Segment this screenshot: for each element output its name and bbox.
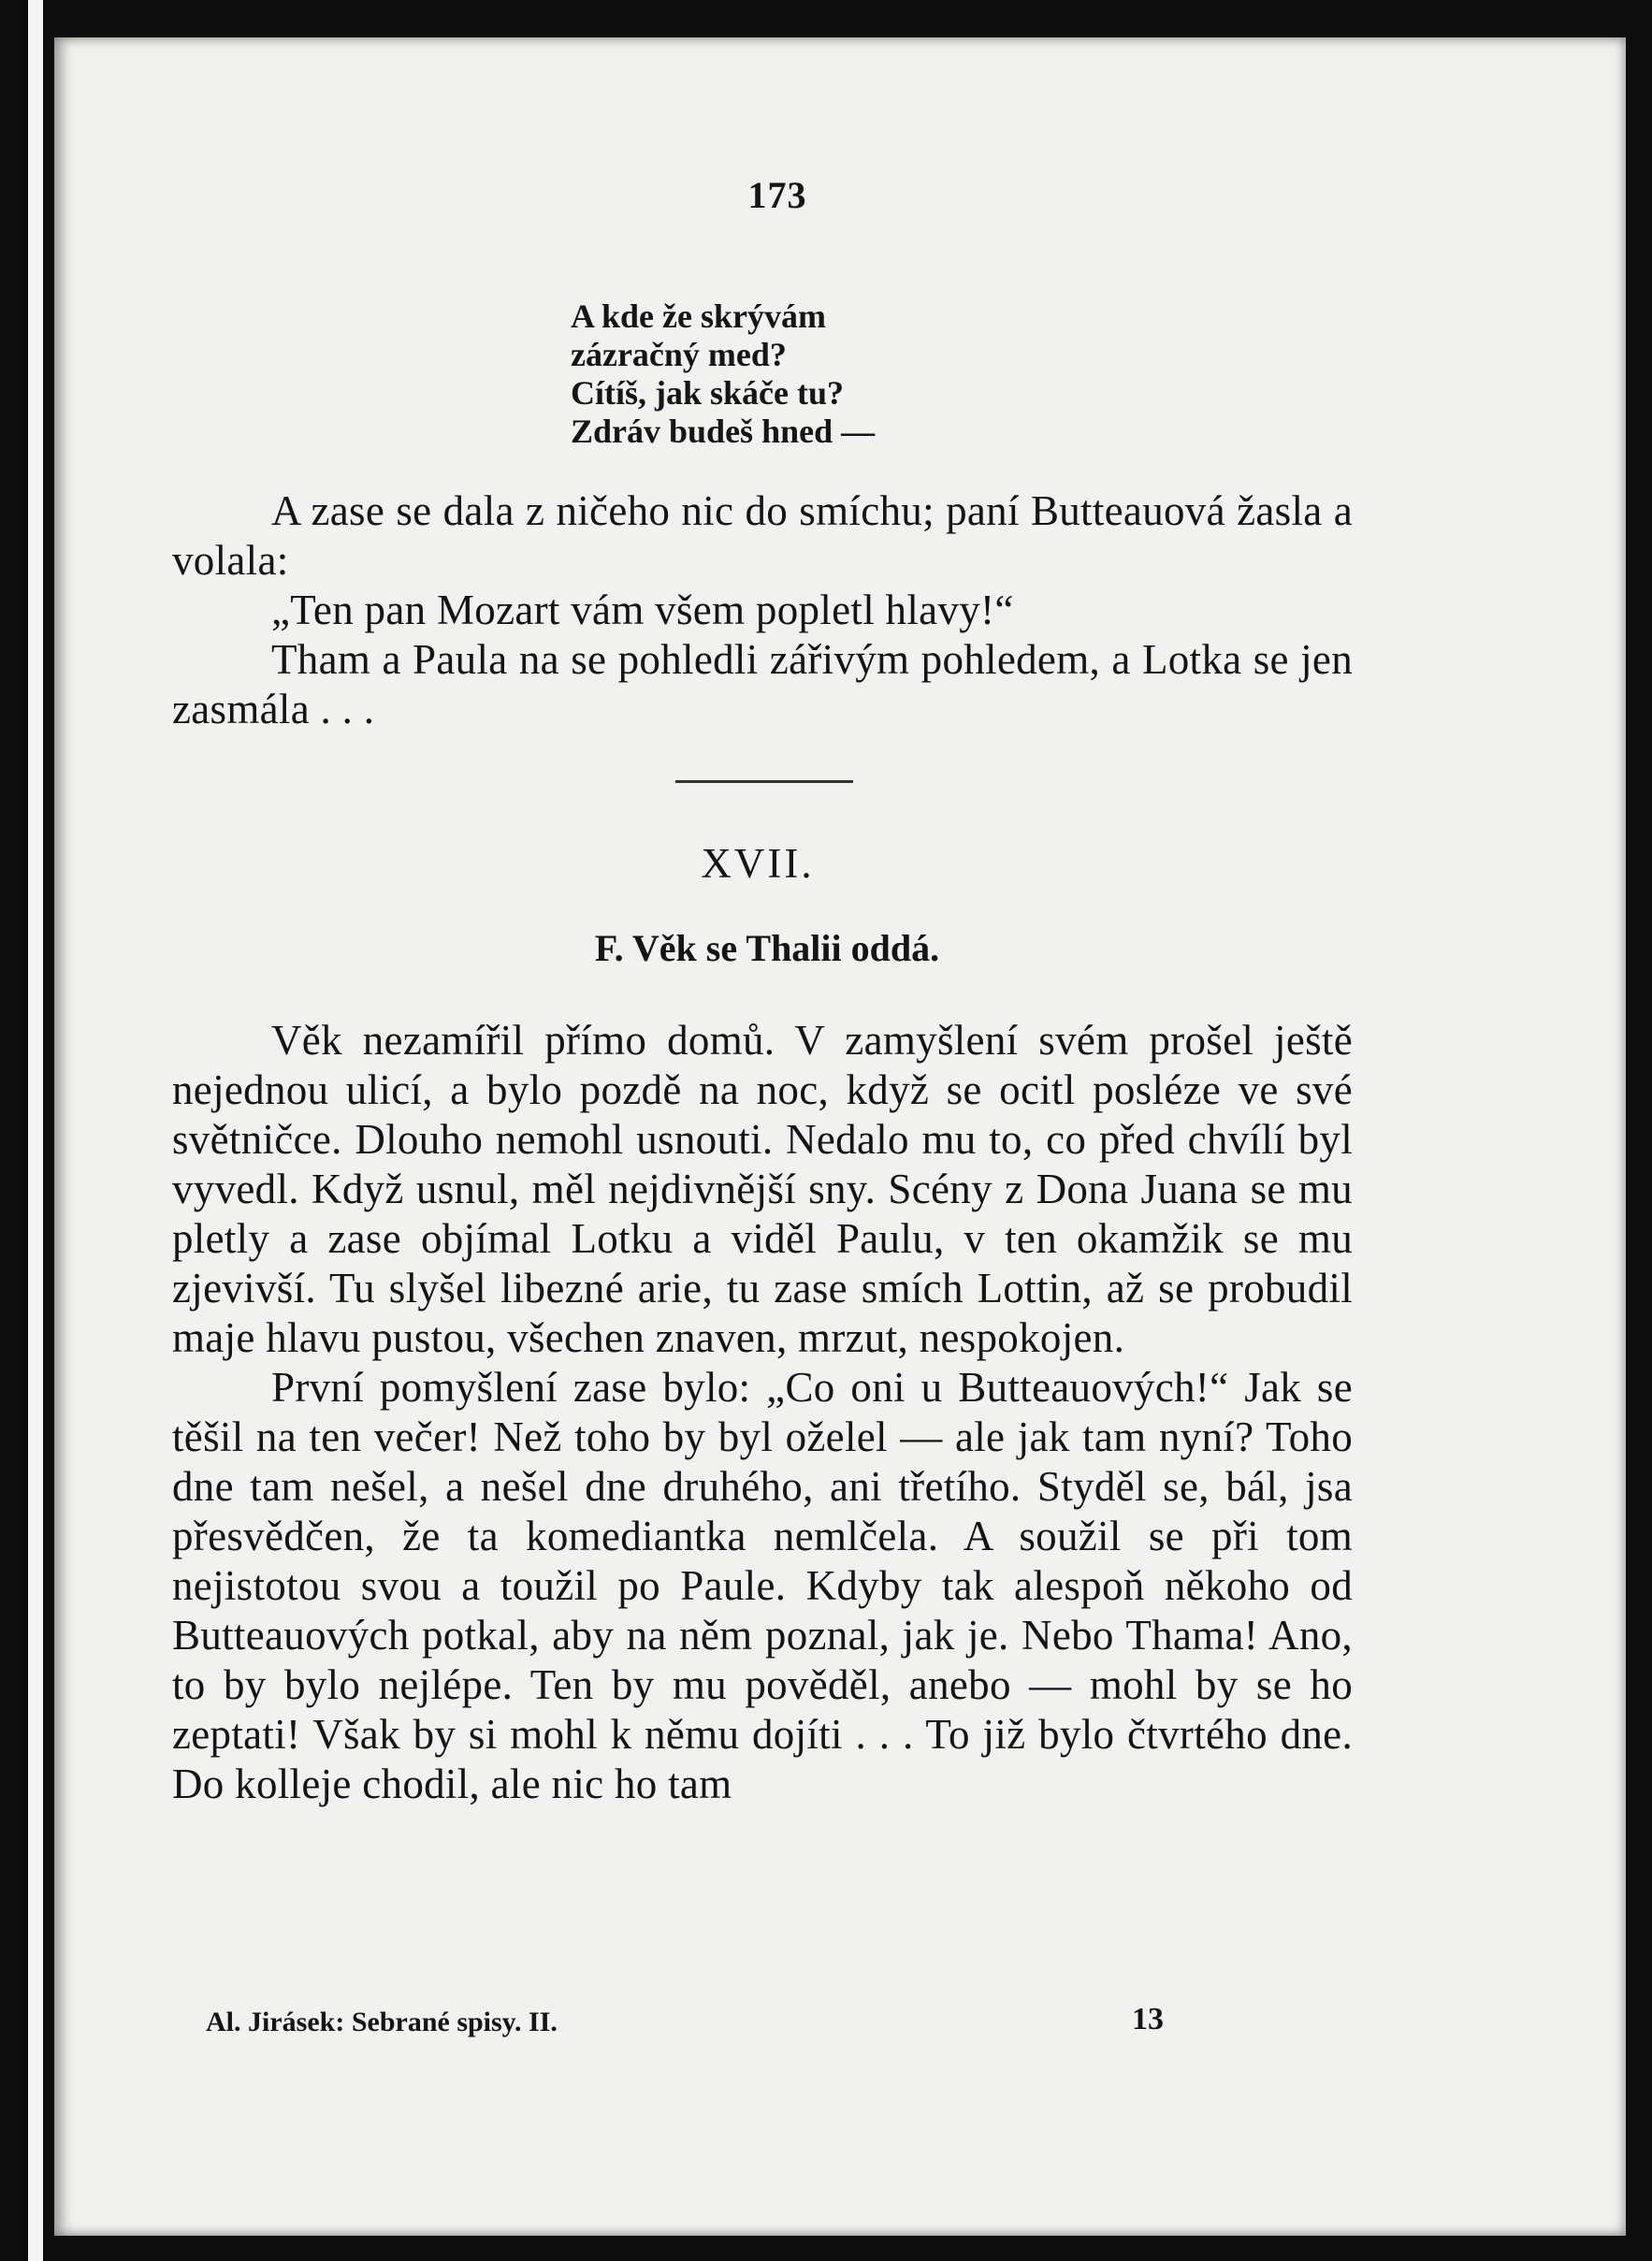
paragraph: A zase se dala z ničeho nic do smíchu; paní Butteauová žasla a volala: bbox=[172, 487, 1353, 584]
page-number: 173 bbox=[747, 174, 807, 216]
text-before-chapter bbox=[172, 486, 1353, 734]
chapter-title: F. Věk se Thalii oddá. bbox=[594, 927, 940, 969]
verse-line: zázračný med? bbox=[571, 336, 787, 373]
paragraph: „Ten pan Mozart vám všem popletl hlavy!“ bbox=[271, 587, 1014, 633]
section-divider bbox=[675, 780, 853, 783]
chapter-body bbox=[172, 1016, 1353, 1809]
verse-stanza bbox=[571, 297, 875, 451]
paragraph: Tham a Paula na se pohledli zářivým pohledem, a Lotka se jen zasmála . . . bbox=[172, 636, 1353, 732]
paragraph: Věk nezamířil přímo domů. V zamyšlení svém prošel ještě nejednou ulicí, a bylo pozdě na noc, když se ocitl posléze ve své světničce. Dlouho nemohl usnouti. Nedalo mu to, co před chvílí byl vyvedl. Když usnul, měl nejdivnější sny. Scény z Dona Juana se mu pletly a zase objímal Lotku a viděl Paulu, v ten okamžik se mu zjevivší. Tu slyšel libezné arie, tu zase smích Lottin, až se probudil maje hlavu pustou, všechen znaven, mrzut, nespokojen. bbox=[172, 1017, 1353, 1361]
footer-signature: 13 bbox=[1132, 2002, 1164, 2036]
book-spine-edge bbox=[28, 0, 43, 2261]
footer-author-work: Al. Jirásek: Sebrané spisy. II. bbox=[206, 2007, 558, 2037]
paragraph: První pomyšlení zase bylo: „Co oni u Butteauových!“ Jak se těšil na ten večer! Než toho by byl oželel — ale jak tam nyní? Toho dne tam nešel, a nešel dne druhého, ani třetího. Styděl se, bál, jsa přesvědčen, že ta komediantka nemlčela. A soužil se při tom nejistotou svou a toužil po Paule. Kdyby tak alespoň někoho od Butteauových potkal, aby na něm poznal, jak je. Nebo Thama! Ano, to by bylo nejlépe. Ten by mu pověděl, anebo — mohl by se ho zeptati! Však by si mohl k němu dojíti . . . To již bylo čtvrtého dne. Do kolleje chodil, ale nic ho tam bbox=[172, 1364, 1353, 1807]
chapter-number: XVII. bbox=[701, 840, 815, 887]
verse-line: A kde že skrývám bbox=[571, 297, 826, 335]
verse-line: Zdráv budeš hned — bbox=[571, 413, 876, 450]
verse-line: Cítíš, jak skáče tu? bbox=[571, 374, 845, 412]
